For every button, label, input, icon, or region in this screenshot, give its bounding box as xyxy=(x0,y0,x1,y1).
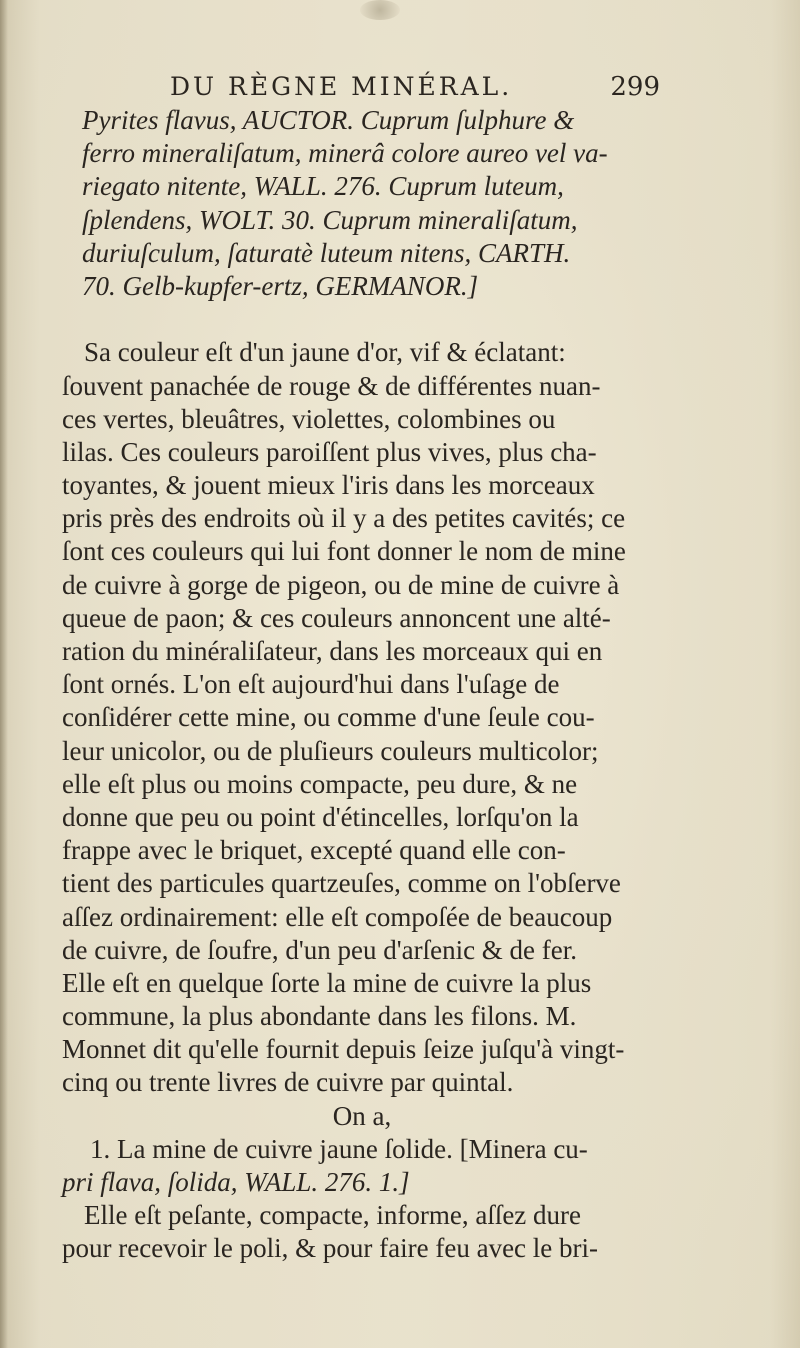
text-line: ration du minéraliſateur, dans les morceaux qui en xyxy=(62,636,603,666)
text-line: toyantes, & jouent mieux l'iris dans les morceaux xyxy=(62,470,595,501)
page-gutter-shadow xyxy=(0,0,8,1348)
paper-stain xyxy=(360,0,400,20)
text-line: duriuſculum, ſaturatè luteum nitens, CARTH. xyxy=(82,237,571,268)
text-line: ferro mineraliſatum, minerâ colore aureo vel va- xyxy=(82,138,608,169)
text-line: 70. Gelb-kupfer-ertz, GERMANOR.] xyxy=(82,270,479,301)
text-line: donne que peu ou point d'étincelles, lorſqu'on la xyxy=(62,801,579,832)
text-line: frappe avec le briquet, excepté quand elle con- xyxy=(62,835,566,866)
text-line: de cuivre, de ſoufre, d'un peu d'arſenic & de fer. xyxy=(62,934,578,965)
text-line: Elle eſt en quelque ſorte la mine de cuivre la plus xyxy=(62,967,592,998)
text-line: leur unicolor, ou de pluſieurs couleurs multicolor; xyxy=(62,735,599,766)
text-line: ſplendens, WOLT. 30. Cuprum mineraliſatum, xyxy=(82,204,578,235)
text-line: commune, la plus abondante dans les filons. M. xyxy=(62,1001,577,1032)
text-line: ces vertes, bleuâtres, violettes, colombines ou xyxy=(62,403,556,434)
text-line: Sa couleur eſt d'un jaune d'or, vif & éclatant: xyxy=(84,337,566,368)
text-line: ſont ces couleurs qui lui font donner le nom de mine xyxy=(62,536,626,567)
text-line: lilas. Ces couleurs paroiſſent plus vives, plus cha- xyxy=(62,436,597,467)
text-line: cinq ou trente livres de cuivre par quintal. xyxy=(62,1067,514,1098)
text-line xyxy=(62,303,662,336)
text-line: ſouvent panachée de rouge & de différentes nuan- xyxy=(62,370,601,401)
text-line: riegato nitente, WALL. 276. Cuprum luteum, xyxy=(82,171,564,202)
text-line: ſont ornés. L'on eſt aujourd'hui dans l'uſage de xyxy=(62,669,560,700)
page-number: 299 xyxy=(610,72,660,102)
text-line: pour recevoir le poli, & pour faire feu avec le bri- xyxy=(62,1233,599,1264)
text-line: pris près des endroits où il y a des petites cavités; ce xyxy=(62,503,626,534)
text-line: Elle eſt peſante, compacte, informe, aſſez dure xyxy=(84,1200,582,1231)
text-line: queue de paon; & ces couleurs annoncent une alté- xyxy=(62,602,611,633)
text-line: aſſez ordinairement: elle eſt compoſée de beaucoup xyxy=(62,901,613,932)
running-head: DU RÈGNE MINÉRAL. xyxy=(170,72,513,101)
text-line: conſidérer cette mine, ou comme d'une ſeule cou- xyxy=(62,702,595,733)
text-line: tient des particules quartzeuſes, comme on l'obſerve xyxy=(62,868,621,899)
text-line: Monnet dit qu'elle fournit depuis ſeize juſqu'à vingt- xyxy=(62,1034,625,1065)
text-line: 1. La mine de cuivre jaune ſolide. [Minera cu- xyxy=(90,1133,588,1164)
text-line: On a, xyxy=(332,1100,392,1131)
text-line: elle eſt plus ou moins compacte, peu dure, & ne xyxy=(62,768,578,799)
body-text xyxy=(62,104,662,1266)
text-line: Pyrites flavus, AUCTOR. Cuprum ſulphure & xyxy=(82,105,575,135)
text-line: de cuivre à gorge de pigeon, ou de mine de cuivre à xyxy=(62,569,620,600)
text-line: pri flava, ſolida, WALL. 276. 1.] xyxy=(62,1167,410,1197)
